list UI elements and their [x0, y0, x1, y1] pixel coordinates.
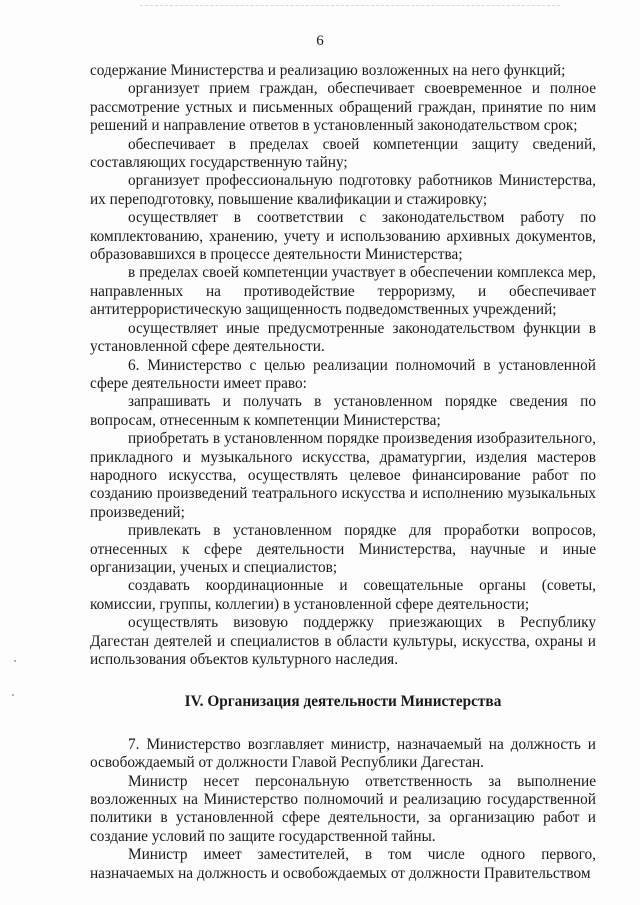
body-paragraph: в пределах своей компетенции участвует в обеспечении комплекса мер, направленных на противодействие терроризму, и обеспечивает антитеррористическую защищенность подведомственных учреждений;: [90, 264, 596, 319]
body-paragraph: осуществлять визовую поддержку приезжающих в Республику Дагестан деятелей и специалистов в области культуры, искусства, охраны и использования объектов культурного наследия.: [90, 614, 596, 668]
scan-speck: [12, 694, 14, 696]
section-heading: IV. Организация деятельности Министерства: [184, 693, 502, 711]
body-paragraph: создавать координационные и совещательные органы (советы, комиссии, группы, коллегии) в установленной сфере деятельности;: [90, 577, 596, 613]
page-number: 6: [316, 33, 324, 49]
body-paragraph: запрашивать и получать в установленном порядке сведения по вопросам, отнесенным к компетенции Министерства;: [90, 393, 596, 429]
body-paragraph: приобретать в установленном порядке произведения изобразительного, прикладного и музыкального искусства, драматургии, изделия мастеров народного искусства, осуществлять целевое финансирование работ по созданию произведений театрального искусства и исполнению музыкальных произведений;: [90, 430, 596, 521]
body-paragraph: осуществляет иные предусмотренные законодательством функции в установленной сфере деятельности.: [90, 319, 596, 356]
body-paragraph: осуществляет в соответствии с законодательством работу по комплектованию, хранению, учету и использованию архивных документов, образовавшихся в процессе деятельности Министерства;: [90, 209, 596, 264]
scan-speck: [14, 660, 16, 662]
body-paragraph: Министр несет персональную ответственность за выполнение возложенных на Министерство полномочий и реализацию государственной политики в установленной сфере деятельности, за организацию работ и создание условий по защите государственной тайны.: [90, 772, 596, 845]
paragraphs-after-section: [90, 736, 596, 883]
body-paragraph: содержание Министерства и реализацию возложенных на него функций;: [90, 62, 566, 79]
document-body: [90, 62, 596, 883]
body-paragraph: организует профессиональную подготовку работников Министерства, их переподготовку, повышение квалификации и стажировку;: [90, 172, 596, 208]
body-paragraph: обеспечивает в пределах своей компетенции защиту сведений, составляющих государственную тайну;: [90, 135, 596, 172]
body-paragraph: 7. Министерство возглавляет министр, назначаемый на должность и освобождаемый от должности Главой Республики Дагестан.: [90, 735, 596, 772]
paragraphs-before-section: [90, 62, 596, 669]
body-paragraph: Министр имеет заместителей, в том числе одного первого, назначаемых на должность и освобождаемых от должности Правительством: [90, 846, 596, 882]
body-paragraph: организует прием граждан, обеспечивает своевременное и полное рассмотрение устных и письменных обращений граждан, принятие по ним решений и направление ответов в установленный законодательством срок;: [90, 80, 596, 135]
body-paragraph: привлекать в установленном порядке для проработки вопросов, отнесенных к сфере деятельности Министерства, научные и иные организации, ученых и специалистов;: [90, 522, 596, 576]
body-paragraph: 6. Министерство с целью реализации полномочий в установленной сфере деятельности имеет право:: [90, 356, 596, 392]
scan-top-artifact: [140, 5, 560, 6]
